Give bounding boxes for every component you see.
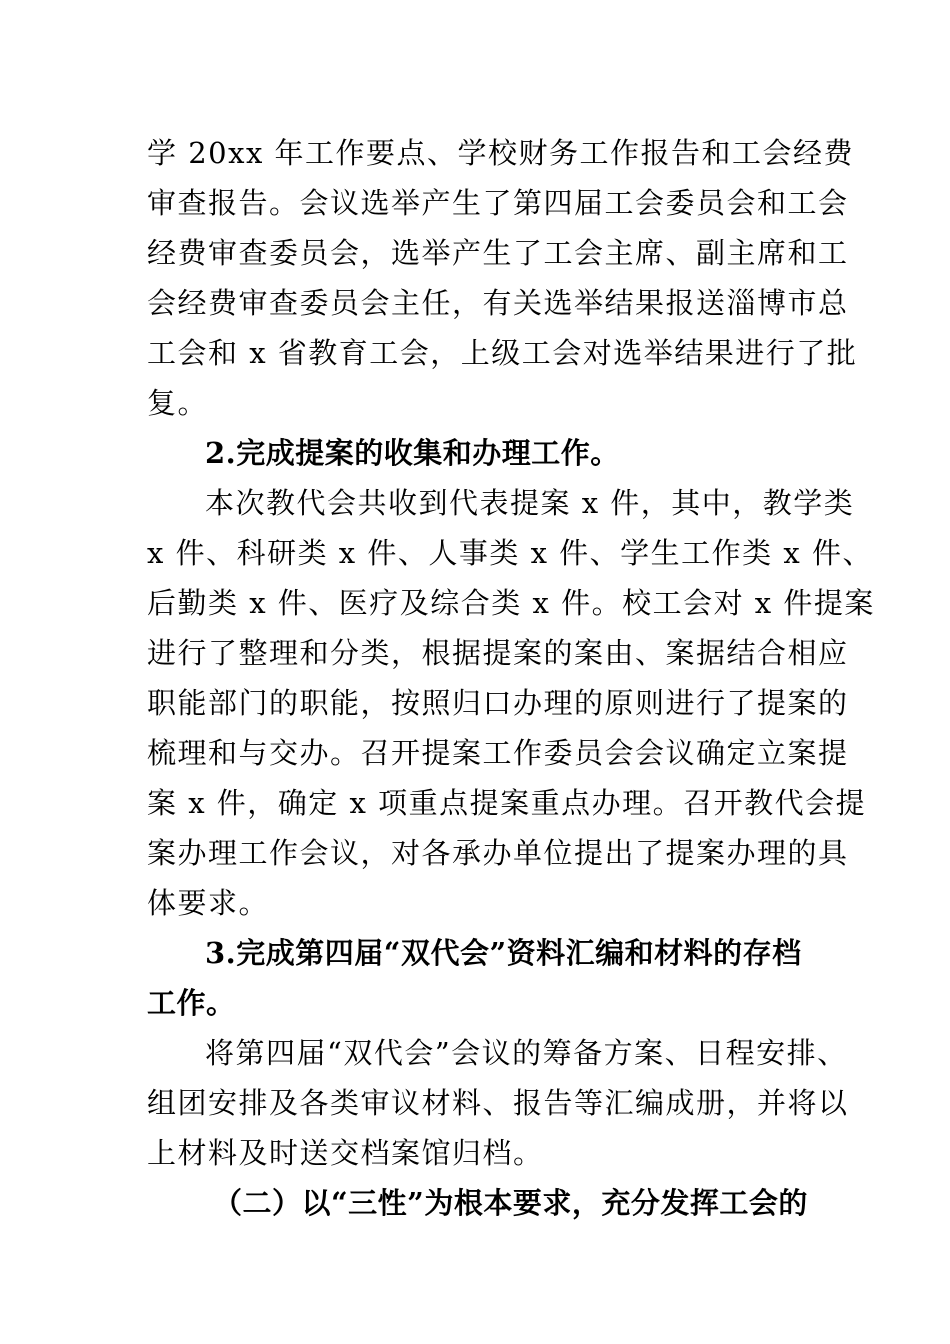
subsection-heading: （二）以“三性”为根本要求，充分发挥工会的: [213, 1186, 808, 1220]
body-text-line: 工会和 x 省教育工会，上级工会对选举结果进行了批: [147, 336, 858, 370]
body-text-line: 后勤类 x 件、医疗及综合类 x 件。校工会对 x 件提案: [147, 586, 875, 620]
body-text-line: 进行了整理和分类，根据提案的案由、案据结合相应: [147, 636, 849, 670]
body-text-line: x 件、科研类 x 件、人事类 x 件、学生工作类 x 件、: [147, 536, 873, 570]
body-text-line: 上材料及时送交档案馆归档。: [147, 1136, 544, 1170]
body-text-line: 会经费审查委员会主任，有关选举结果报送淄博市总: [147, 286, 849, 320]
body-text-line: 案 x 件，确定 x 项重点提案重点办理。召开教代会提: [147, 786, 867, 820]
body-text-line: 将第四届“双代会”会议的筹备方案、日程安排、: [205, 1036, 848, 1070]
body-text-line: 本次教代会共收到代表提案 x 件，其中，教学类: [205, 486, 855, 520]
body-text-line: 学 20xx 年工作要点、学校财务工作报告和工会经费: [147, 136, 855, 170]
body-text-line: 梳理和与交办。召开提案工作委员会会议确定立案提: [147, 736, 849, 770]
section-heading: 2.完成提案的收集和办理工作。: [205, 436, 620, 470]
body-text-line: 复。: [147, 386, 209, 420]
body-text-line: 审查报告。会议选举产生了第四届工会委员会和工会: [147, 186, 849, 220]
body-text-line: 体要求。: [147, 886, 270, 920]
section-heading-continued: 工作。: [147, 986, 236, 1020]
body-text-line: 职能部门的职能，按照归口办理的原则进行了提案的: [147, 686, 849, 720]
body-text-line: 案办理工作会议，对各承办单位提出了提案办理的具: [147, 836, 849, 870]
section-heading: 3.完成第四届“双代会”资料汇编和材料的存档: [205, 936, 802, 970]
body-text-line: 经费审查委员会，选举产生了工会主席、副主席和工: [147, 236, 849, 270]
body-text-line: 组团安排及各类审议材料、报告等汇编成册，并将以: [147, 1086, 849, 1120]
